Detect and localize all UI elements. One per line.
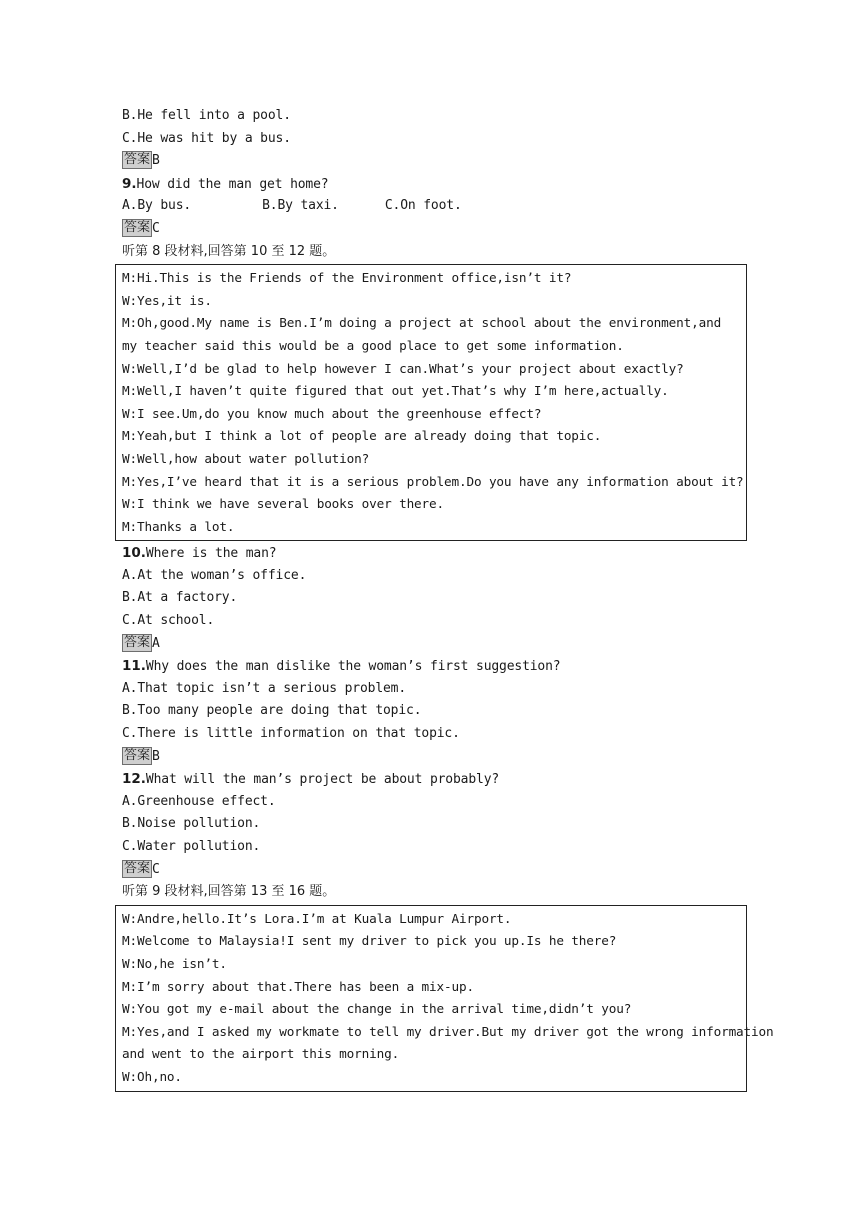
answer-label: 答案 [124, 860, 151, 876]
answer-option: C.Water pollution. [122, 839, 261, 854]
answer-option: A.That topic isn’t a serious problem. [122, 680, 407, 696]
question [122, 768, 762, 791]
answer-value: B [152, 153, 160, 169]
transcript-line: W:You got my e-mail about the change in the arrival time,didn’t you? [122, 1001, 632, 1017]
answer-row [122, 218, 762, 241]
answer-option: C.On foot. [384, 198, 462, 214]
answer-label: 答案 [124, 634, 151, 650]
answer-option: C.There is little information on that topic. [122, 726, 460, 742]
answer-value: B [152, 748, 160, 764]
answer-row [122, 150, 762, 173]
question [122, 542, 762, 565]
answer-label: 答案 [124, 152, 151, 168]
question [122, 173, 762, 196]
answer-option: C.At school. [122, 613, 215, 629]
transcript-line: W:Oh,no. [122, 1068, 182, 1084]
transcript-line: M:Thanks a lot. [122, 518, 235, 534]
transcript-line: M:Oh,good.My name is Ben.I’m doing a project at school about the environment,and [122, 315, 722, 331]
answer-option: B.At a factory. [122, 590, 238, 606]
question-number: 12. [122, 771, 146, 788]
question-number: 9. [122, 175, 137, 192]
question-number: 11. [122, 658, 146, 675]
document-page [122, 105, 774, 1093]
answer-row [122, 859, 762, 882]
question-text: What will the man’s project be about probably? [145, 772, 500, 788]
answer-option: B.Noise pollution. [122, 816, 261, 832]
transcript-line: W:Yes,it is. [122, 292, 212, 308]
answer-options-row [122, 195, 762, 218]
answer-row [122, 633, 762, 656]
answer-option: A.At the woman’s office. [122, 567, 307, 583]
answer-option: A.By bus. [122, 198, 192, 214]
answer-label: 答案 [124, 219, 151, 235]
answer-option: B.He fell into a pool. [122, 108, 291, 123]
transcript-line: M:Welcome to Malaysia!I sent my driver to pick you up.Is he there? [122, 933, 617, 949]
section-heading: 听第 8 段材料,回答第 10 至 12 题。 [122, 243, 336, 259]
transcript-line: M:Yeah,but I think a lot of people are already doing that topic. [122, 428, 602, 444]
answer-label: 答案 [124, 747, 151, 763]
transcript-line: M:Well,I haven’t quite figured that out yet.That’s why I’m here,actually. [122, 383, 669, 399]
section-heading: 听第 9 段材料,回答第 13 至 16 题。 [122, 884, 336, 900]
transcript-line: W:No,he isn’t. [122, 955, 227, 971]
transcript-line: M:Yes,I’ve heard that it is a serious problem.Do you have any information about it? [122, 473, 744, 489]
transcript-line: W:Well,I’d be glad to help however I can.What’s your project about exactly? [122, 360, 684, 376]
transcript-line: my teacher said this would be a good place to get some information. [122, 337, 624, 353]
answer-option: B.Too many people are doing that topic. [122, 703, 422, 719]
answer-value: C [152, 861, 160, 877]
answer-option: A.Greenhouse effect. [122, 793, 276, 809]
answer-row [122, 746, 762, 769]
answer-value: C [152, 220, 160, 236]
transcript-box [115, 264, 747, 541]
question-text: Where is the man? [145, 546, 277, 562]
question-text: How did the man get home? [136, 176, 329, 192]
transcript-line: M:I’m sorry about that.There has been a mix-up. [122, 978, 474, 994]
question [122, 655, 762, 678]
transcript-box [115, 905, 774, 1092]
transcript-line: M:Yes,and I asked my workmate to tell my driver.But my driver got the wrong information [122, 1023, 774, 1039]
transcript-line: M:Hi.This is the Friends of the Environment office,isn’t it? [122, 270, 572, 286]
transcript-line: W:Andre,hello.It’s Lora.I’m at Kuala Lumpur Airport. [122, 910, 512, 926]
transcript-line: W:I think we have several books over there. [122, 496, 445, 512]
question-text: Why does the man dislike the woman’s first suggestion? [145, 659, 561, 675]
transcript-line: W:Well,how about water pollution? [122, 450, 370, 466]
answer-value: A [152, 635, 160, 651]
transcript-line: and went to the airport this morning. [122, 1046, 400, 1062]
question-number: 10. [122, 545, 146, 562]
answer-option: C.He was hit by a bus. [122, 130, 291, 146]
transcript-line: W:I see.Um,do you know much about the greenhouse effect? [122, 405, 542, 421]
answer-option: B.By taxi. [262, 198, 339, 214]
